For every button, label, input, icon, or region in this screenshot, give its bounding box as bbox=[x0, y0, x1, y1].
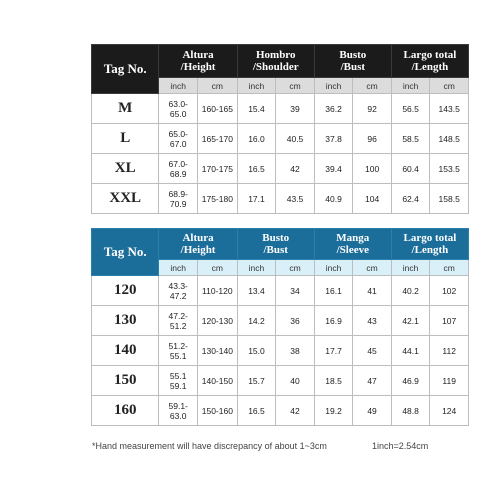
length-header: Largo total /Length bbox=[391, 45, 468, 78]
table-cell: 107 bbox=[430, 306, 469, 336]
size-tag: M bbox=[92, 94, 159, 124]
table-cell: 143.5 bbox=[430, 94, 469, 124]
table-cell: 43.3- 47.2 bbox=[159, 276, 198, 306]
table-cell: 62.4 bbox=[391, 184, 430, 214]
unit-label: inch bbox=[237, 260, 276, 276]
table-cell: 15.0 bbox=[237, 336, 276, 366]
table-cell: 51.2- 55.1 bbox=[159, 336, 198, 366]
table-cell: 58.5 bbox=[391, 124, 430, 154]
table-cell: 17.7 bbox=[314, 336, 353, 366]
table-cell: 36.2 bbox=[314, 94, 353, 124]
size-tag: 140 bbox=[92, 336, 159, 366]
measurement-note: *Hand measurement will have discrepancy of about 1~3cm bbox=[92, 441, 327, 451]
adult-header-row bbox=[92, 45, 469, 78]
table-cell: 44.1 bbox=[391, 336, 430, 366]
table-cell: 165-170 bbox=[197, 124, 237, 154]
table-cell: 65.0- 67.0 bbox=[159, 124, 198, 154]
unit-label: cm bbox=[353, 78, 392, 94]
table-cell: 14.2 bbox=[237, 306, 276, 336]
table-cell: 38 bbox=[276, 336, 315, 366]
table-cell: 120-130 bbox=[197, 306, 237, 336]
table-cell: 112 bbox=[430, 336, 469, 366]
table-cell: 37.8 bbox=[314, 124, 353, 154]
height-header: Altura /Height bbox=[159, 229, 237, 260]
unit-label: cm bbox=[430, 260, 469, 276]
table-cell: 45 bbox=[353, 336, 392, 366]
height-header: Altura /Height bbox=[159, 45, 237, 78]
unit-label: cm bbox=[430, 78, 469, 94]
size-tag: XL bbox=[92, 154, 159, 184]
table-cell: 47.2- 51.2 bbox=[159, 306, 198, 336]
size-tag: 150 bbox=[92, 366, 159, 396]
size-tag: 130 bbox=[92, 306, 159, 336]
size-tag: XXL bbox=[92, 184, 159, 214]
table-cell: 175-180 bbox=[197, 184, 237, 214]
table-cell: 96 bbox=[353, 124, 392, 154]
unit-label: inch bbox=[314, 260, 353, 276]
table-row bbox=[92, 396, 469, 426]
table-cell: 124 bbox=[430, 396, 469, 426]
table-cell: 40.5 bbox=[276, 124, 315, 154]
table-cell: 40 bbox=[276, 366, 315, 396]
table-cell: 17.1 bbox=[237, 184, 276, 214]
table-cell: 42 bbox=[276, 396, 315, 426]
table-cell: 148.5 bbox=[430, 124, 469, 154]
table-cell: 67.0- 68.9 bbox=[159, 154, 198, 184]
table-cell: 43.5 bbox=[276, 184, 315, 214]
adult-size-chart bbox=[91, 44, 469, 214]
table-cell: 40.2 bbox=[391, 276, 430, 306]
unit-label: inch bbox=[391, 78, 430, 94]
tag-no-header: Tag No. bbox=[92, 229, 159, 276]
table-cell: 60.4 bbox=[391, 154, 430, 184]
unit-label: cm bbox=[197, 260, 237, 276]
table-cell: 15.7 bbox=[237, 366, 276, 396]
table-row bbox=[92, 154, 469, 184]
kids-size-chart bbox=[91, 228, 469, 426]
table-cell: 42 bbox=[276, 154, 315, 184]
table-cell: 104 bbox=[353, 184, 392, 214]
unit-label: inch bbox=[159, 78, 198, 94]
sleeve-header: Manga /Sleeve bbox=[314, 229, 391, 260]
tag-no-header: Tag No. bbox=[92, 45, 159, 94]
table-cell: 40.9 bbox=[314, 184, 353, 214]
table-cell: 150-160 bbox=[197, 396, 237, 426]
table-cell: 36 bbox=[276, 306, 315, 336]
table-cell: 43 bbox=[353, 306, 392, 336]
table-cell: 56.5 bbox=[391, 94, 430, 124]
table-row bbox=[92, 184, 469, 214]
table-cell: 49 bbox=[353, 396, 392, 426]
table-cell: 16.1 bbox=[314, 276, 353, 306]
table-cell: 16.5 bbox=[237, 154, 276, 184]
shoulder-header: Hombro /Shoulder bbox=[237, 45, 314, 78]
table-cell: 59.1- 63.0 bbox=[159, 396, 198, 426]
table-cell: 13.4 bbox=[237, 276, 276, 306]
length-header: Largo total /Length bbox=[391, 229, 468, 260]
table-cell: 48.8 bbox=[391, 396, 430, 426]
table-cell: 63.0- 65.0 bbox=[159, 94, 198, 124]
unit-label: inch bbox=[159, 260, 198, 276]
bust-header: Busto /Bust bbox=[314, 45, 391, 78]
unit-label: cm bbox=[276, 78, 315, 94]
table-cell: 102 bbox=[430, 276, 469, 306]
table-cell: 19.2 bbox=[314, 396, 353, 426]
unit-label: inch bbox=[314, 78, 353, 94]
table-cell: 119 bbox=[430, 366, 469, 396]
table-row bbox=[92, 124, 469, 154]
table-cell: 16.0 bbox=[237, 124, 276, 154]
table-cell: 55.1 59.1 bbox=[159, 366, 198, 396]
unit-label: inch bbox=[237, 78, 276, 94]
table-cell: 68.9- 70.9 bbox=[159, 184, 198, 214]
table-cell: 160-165 bbox=[197, 94, 237, 124]
unit-label: cm bbox=[197, 78, 237, 94]
table-cell: 153.5 bbox=[430, 154, 469, 184]
table-cell: 16.5 bbox=[237, 396, 276, 426]
table-cell: 110-120 bbox=[197, 276, 237, 306]
kids-header-row bbox=[92, 229, 469, 260]
table-cell: 46.9 bbox=[391, 366, 430, 396]
table-row bbox=[92, 336, 469, 366]
table-row bbox=[92, 94, 469, 124]
table-row bbox=[92, 306, 469, 336]
size-tag: L bbox=[92, 124, 159, 154]
table-row bbox=[92, 366, 469, 396]
unit-label: cm bbox=[353, 260, 392, 276]
size-tag: 120 bbox=[92, 276, 159, 306]
size-tag: 160 bbox=[92, 396, 159, 426]
unit-label: cm bbox=[276, 260, 315, 276]
unit-label: inch bbox=[391, 260, 430, 276]
table-cell: 158.5 bbox=[430, 184, 469, 214]
bust-header: Busto /Bust bbox=[237, 229, 314, 260]
table-cell: 100 bbox=[353, 154, 392, 184]
table-cell: 16.9 bbox=[314, 306, 353, 336]
table-cell: 39.4 bbox=[314, 154, 353, 184]
inch-conversion-note: 1inch=2.54cm bbox=[372, 441, 429, 451]
table-cell: 41 bbox=[353, 276, 392, 306]
table-row bbox=[92, 276, 469, 306]
table-cell: 140-150 bbox=[197, 366, 237, 396]
table-cell: 170-175 bbox=[197, 154, 237, 184]
table-cell: 42.1 bbox=[391, 306, 430, 336]
table-cell: 92 bbox=[353, 94, 392, 124]
table-cell: 39 bbox=[276, 94, 315, 124]
table-cell: 34 bbox=[276, 276, 315, 306]
table-cell: 15.4 bbox=[237, 94, 276, 124]
table-cell: 47 bbox=[353, 366, 392, 396]
table-cell: 18.5 bbox=[314, 366, 353, 396]
table-cell: 130-140 bbox=[197, 336, 237, 366]
